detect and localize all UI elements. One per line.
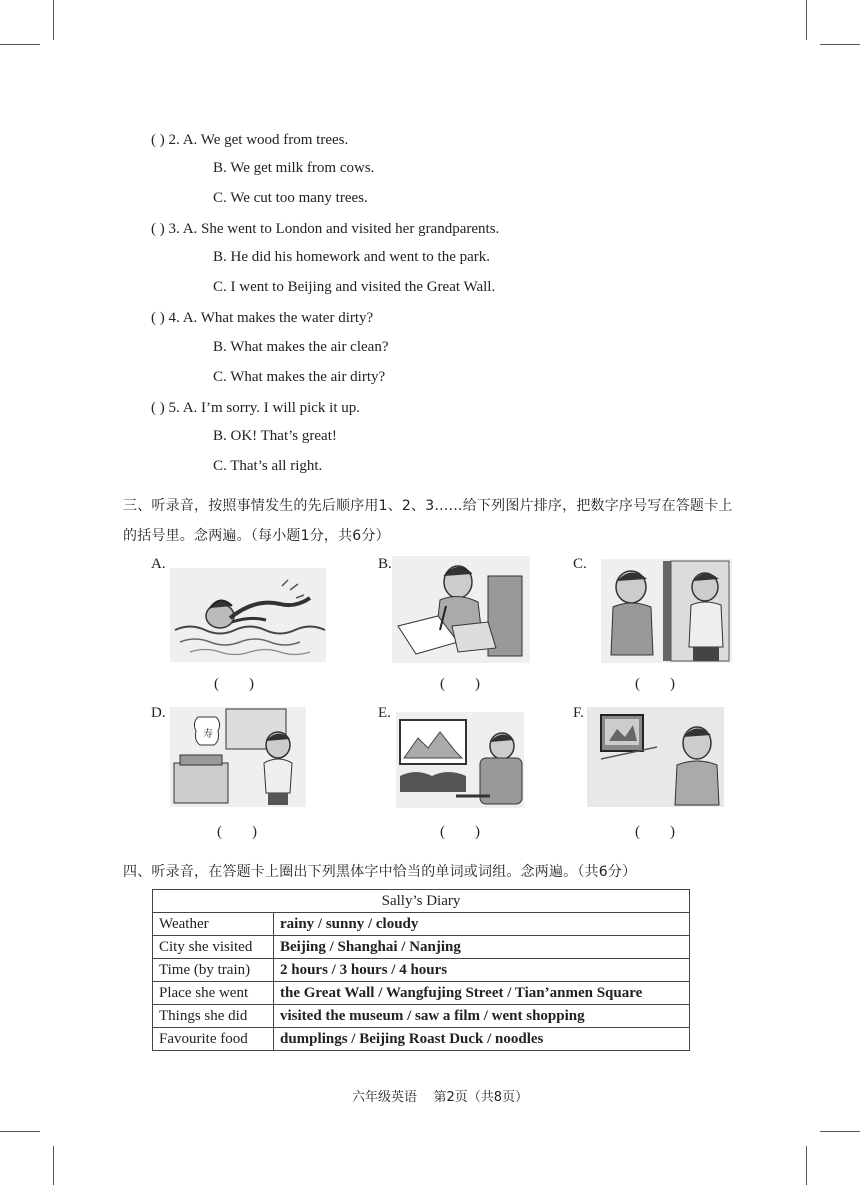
- picture-b-answer[interactable]: ( ): [440, 676, 480, 692]
- option-a: A. What makes the water dirty?: [182, 310, 374, 326]
- picture-a-answer[interactable]: ( ): [214, 676, 254, 692]
- option-a: A. We get wood from trees.: [182, 132, 349, 148]
- crop-mark: [806, 0, 807, 40]
- table-caption-row: [153, 890, 690, 913]
- row-value[interactable]: visited the museum / saw a film / went shopping: [274, 1005, 690, 1028]
- row-value[interactable]: Beijing / Shanghai / Nanjing: [274, 936, 690, 959]
- boy-watching-tv-icon: [587, 707, 724, 807]
- picture-c-answer[interactable]: ( ): [635, 676, 675, 692]
- sally-diary-table: [152, 889, 690, 1051]
- option-c: C. We cut too many trees.: [213, 190, 368, 206]
- option-b: B. What makes the air clean?: [213, 339, 389, 355]
- option-b: B. OK! That’s great!: [213, 428, 337, 444]
- crop-mark: [0, 44, 40, 45]
- option-a: A. She went to London and visited her grandparents.: [182, 221, 500, 237]
- row-value[interactable]: 2 hours / 3 hours / 4 hours: [274, 959, 690, 982]
- boy-at-museum-icon: [170, 707, 306, 807]
- crop-mark: [53, 1146, 54, 1185]
- picture-b-label: B.: [378, 556, 392, 572]
- picture-e-label: E.: [378, 705, 391, 721]
- row-key: Time (by train): [153, 959, 274, 982]
- section-4-instruction: 四、听录音，在答题卡上圈出下列黑体字中恰当的单词或词组。念两遍。（共6分）: [123, 864, 637, 880]
- crop-mark: [0, 1131, 40, 1132]
- question-4: [151, 309, 373, 327]
- answer-paren[interactable]: ( ): [151, 400, 165, 416]
- boy-doing-homework-icon: [392, 556, 530, 663]
- row-key: Place she went: [153, 982, 274, 1005]
- page-footer: 六年级英语 第2页（共8页）: [352, 1090, 529, 1105]
- crop-mark: [820, 1131, 860, 1132]
- crop-mark: [53, 0, 54, 40]
- section-3-instruction-line-2: 的括号里。念两遍。（每小题1分，共6分）: [123, 528, 390, 544]
- option-c: C. I went to Beijing and visited the Great Wall.: [213, 279, 496, 295]
- row-value[interactable]: dumplings / Beijing Roast Duck / noodles: [274, 1028, 690, 1051]
- table-row: [153, 982, 690, 1005]
- question-number: 2.: [168, 132, 180, 148]
- question-number: 3.: [168, 221, 180, 237]
- question-number: 4.: [168, 310, 180, 326]
- picture-f-label: F.: [573, 705, 584, 721]
- answer-paren[interactable]: ( ): [151, 132, 165, 148]
- swimming-boy-icon: [170, 568, 326, 662]
- section-3-instruction-line-1: 三、听录音，按照事情发生的先后顺序用1、2、3……给下列图片排序，把数字序号写在答题卡上: [123, 498, 733, 514]
- option-b: B. We get milk from cows.: [213, 160, 375, 176]
- question-2: [151, 131, 348, 149]
- picture-c-label: C.: [573, 556, 587, 572]
- table-title: Sally’s Diary: [153, 890, 690, 913]
- answer-paren[interactable]: ( ): [151, 221, 165, 237]
- row-value[interactable]: rainy / sunny / cloudy: [274, 913, 690, 936]
- answer-paren[interactable]: ( ): [151, 310, 165, 326]
- row-key: Favourite food: [153, 1028, 274, 1051]
- row-key: Weather: [153, 913, 274, 936]
- option-c: C. What makes the air dirty?: [213, 369, 386, 385]
- option-a: A. I’m sorry. I will pick it up.: [182, 400, 361, 416]
- question-5: [151, 399, 360, 417]
- crop-mark: [806, 1146, 807, 1185]
- row-key: City she visited: [153, 936, 274, 959]
- picture-d-label: D.: [151, 705, 166, 721]
- option-c: C. That’s all right.: [213, 458, 323, 474]
- picture-f-answer[interactable]: ( ): [635, 824, 675, 840]
- picture-e-answer[interactable]: ( ): [440, 824, 480, 840]
- option-b: B. He did his homework and went to the park.: [213, 249, 491, 265]
- row-key: Things she did: [153, 1005, 274, 1028]
- boy-watching-film-icon: [396, 712, 524, 808]
- table-row: [153, 913, 690, 936]
- table-row: [153, 936, 690, 959]
- question-3: [151, 220, 499, 238]
- picture-d-answer[interactable]: ( ): [217, 824, 257, 840]
- picture-a-label: A.: [151, 556, 166, 572]
- crop-mark: [820, 44, 860, 45]
- question-number: 5.: [168, 400, 180, 416]
- two-boys-at-door-icon: [601, 559, 732, 663]
- table-row: [153, 1005, 690, 1028]
- table-row: [153, 959, 690, 982]
- row-value[interactable]: the Great Wall / Wangfujing Street / Tian’anmen Square: [274, 982, 690, 1005]
- svg-text:寿: 寿: [203, 729, 213, 740]
- table-row: [153, 1028, 690, 1051]
